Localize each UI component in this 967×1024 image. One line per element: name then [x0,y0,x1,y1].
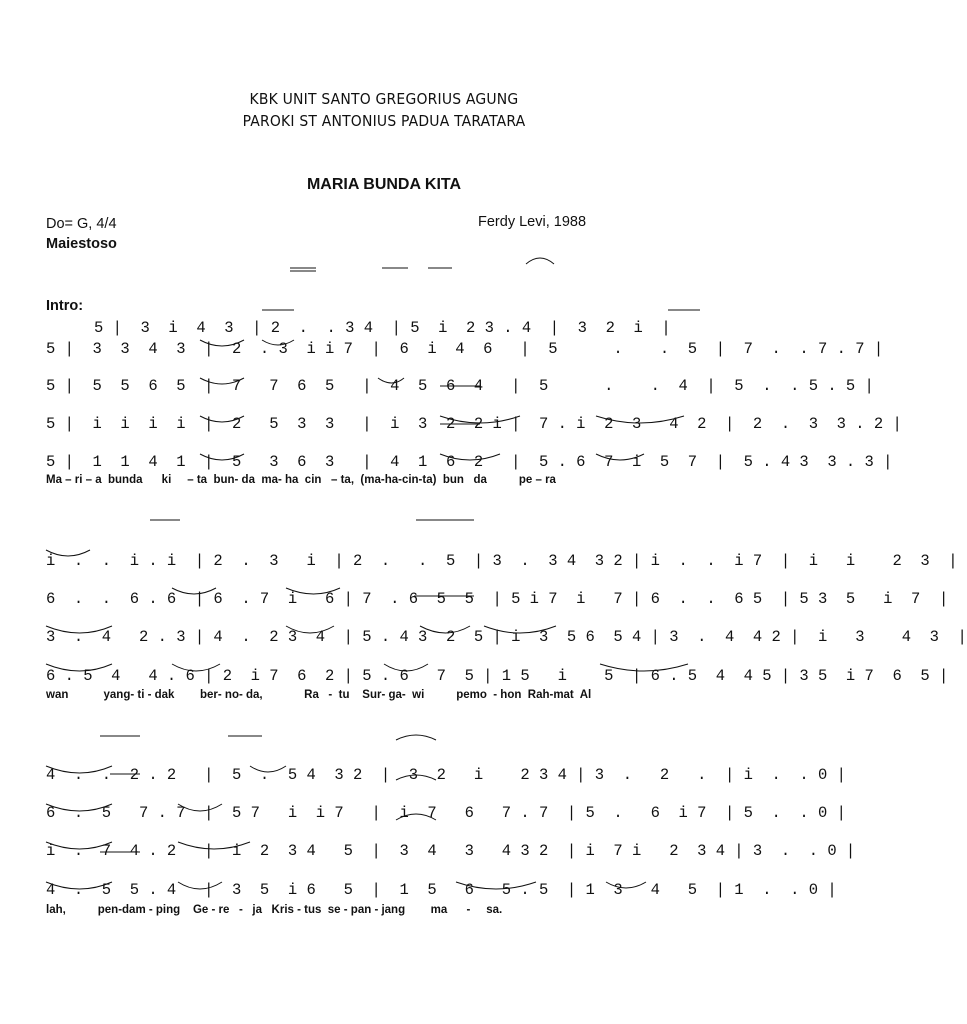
intro-notes: 5 | 3 i 4 3 | 2 . . 3 4 | 5 i 2 3 . 4 | 3 2 i | [94,319,671,337]
system-3-soprano [0,742,846,784]
system-3-tenor [0,818,856,860]
system-2-tenor [0,604,967,646]
intro-row [0,273,768,337]
voice-notes: 6 . 5 4 4 . 6 | 2 i 7 6 2 | 5 . 6 7 5 | 1 5 i 5 | 6 . 5 4 4 5 | 3 5 i 7 6 5 | [46,667,949,685]
slur-mark [396,735,436,740]
system-1-lyrics: Ma – ri – a bunda ki – ta bun- da ma- ha cin – ta, (ma-ha-cin-ta) bun da pe – ra [46,474,556,486]
system-2-alto [0,566,949,608]
voice-notes: 5 | i i i i | 2 5 3 3 | i 3 2 2 i | 7 . i 2 3 4 2 | 2 . 3 3 . 2 | [46,415,902,433]
system-1-bass [0,429,893,471]
voice-notes: 3 . 4 2 . 3 | 4 . 2 3 4 | 5 . 4 3 2 5 | i 3 5 6 5 4 | 3 . 4 4 2 | i 3 4 3 | [46,628,967,646]
song-title: MARIA BUNDA KITA [306,176,462,193]
fermata-mark [526,258,554,264]
voice-notes: i . 7 4 . 2 | i 2 3 4 5 | 3 4 3 4 3 2 | i 7 i 2 3 4 | 3 . . 0 | [46,842,856,860]
voice-notes: 5 | 5 5 6 5 | 7 7 6 5 | 4 5 6 4 | 5 . . 4 | 5 . . 5 . 5 | [46,377,874,395]
intro-label: Intro: [46,298,84,314]
tempo-marking: Maiestoso [46,236,117,252]
voice-notes: 4 . . 2 . 2 | 5 . 5 4 3 2 | 3 2 i 2 3 4 | 3 . 2 . | i . . 0 | [46,766,846,784]
header [0,88,768,132]
voice-notes: 5 | 1 1 4 1 | 5 3 6 3 | 4 1 6 2 | 5 . 6 7 i 5 7 | 5 . 4 3 3 . 3 | [46,453,893,471]
composer-credit: Ferdy Levi, 1988 [478,214,587,230]
system-3-bass [0,857,837,899]
system-1-alto [0,353,874,395]
voice-notes: 4 . 5 5 . 4 | 3 5 i 6 5 | 1 5 6 5 . 5 | 1 3 4 5 | 1 . . 0 | [46,881,837,899]
system-2-lyrics: wan yang- ti - dak ber- no- da, Ra - tu Sur- ga- wi pemo - hon Rah-mat Al [46,689,592,701]
parish-unit-line: KBK UNIT SANTO GREGORIUS AGUNG [249,90,519,108]
voice-notes: i . . i . i | 2 . 3 i | 2 . . 5 | 3 . 3 4 3 2 | i . . i 7 | i i 2 3 | [46,552,958,570]
voice-notes: 5 | 3 3 4 3 | 2 . 3 i i 7 | 6 i 4 6 | 5 . . 5 | 7 . . 7 . 7 | [46,340,884,358]
key-signature: Do= G, 4/4 [46,216,117,232]
system-1-tenor [0,391,902,433]
system-1-soprano [0,316,884,358]
system-2-soprano [0,528,958,570]
voice-notes: 6 . . 6 . 6 | 6 . 7 i 6 | 7 . 6 5 5 | 5 i 7 i 7 | 6 . . 6 5 | 5 3 5 i 7 | [46,590,949,608]
system-3-alto [0,780,846,822]
song-meta [46,214,117,254]
parish-line: PAROKI ST ANTONIUS PADUA TARATARA [242,112,526,130]
system-2-bass [0,643,949,685]
voice-notes: 6 . 5 7 . 7 | 5 7 i i 7 | i 7 6 7 . 7 | 5 . 6 i 7 | 5 . . 0 | [46,804,846,822]
system-3-lyrics: lah, pen-dam - ping Ge - re - ja Kris - tus se - pan - jang ma - sa. [46,904,503,916]
